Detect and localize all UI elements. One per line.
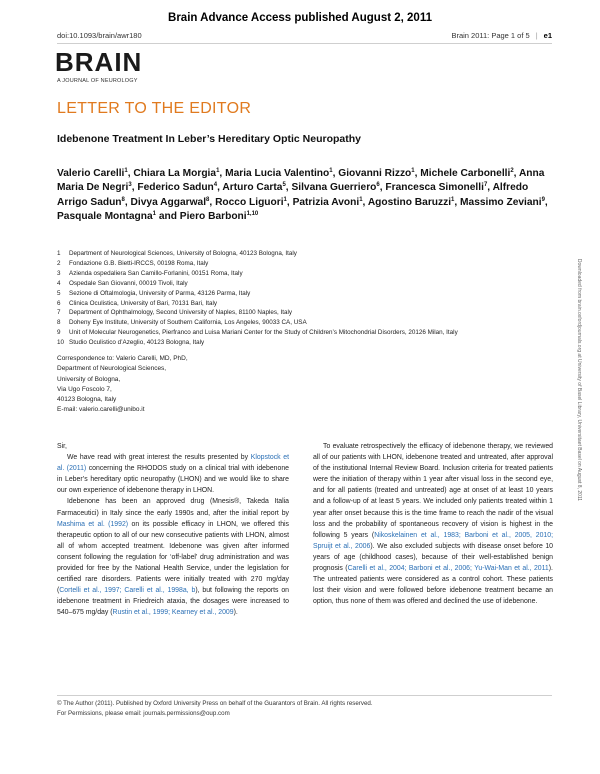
affiliation-text: Doheny Eye Institute, University of Southern California, Los Angeles, 90033 CA, USA: [69, 319, 307, 327]
author-name: Chiara La Morgia$^1$: [133, 168, 220, 179]
author-affiliation-mark: 1: [329, 168, 333, 174]
correspondence-line: 40123 Bologna, Italy: [57, 396, 117, 404]
correspondence-line: University of Bologna,: [57, 375, 121, 383]
affiliation-number: 7: [57, 309, 61, 317]
salutation: Sir,: [57, 443, 67, 450]
affiliation-text: Clinica Oculistica, University of Bari, 70131 Bari, Italy: [69, 299, 218, 307]
affiliation-text: Department of Ophthalmology, Second University of Naples, 81100 Naples, Italy: [69, 309, 293, 317]
affiliation-item: [57, 318, 567, 328]
author-affiliation-mark: 9: [541, 196, 545, 203]
citation-link[interactable]: Rustin et al., 1999; Kearney et al., 2009: [112, 609, 234, 617]
section-heading: LETTER TO THE EDITOR: [57, 100, 252, 117]
author-name: Maria Lucia Valentino$^1$: [225, 168, 333, 179]
author-affiliation-mark: 1: [283, 196, 287, 203]
author-name: Francesca Simonelli$^7$: [385, 182, 488, 194]
affiliation-number: 4: [57, 279, 61, 287]
author-list: Valerio Carelli$^1$, Chiara La Morgia$^1$, Maria Lucia Valentino$^1$, Giovanni Rizzo$^1$, Michele Carbonelli$^2$, Anna Maria De Negri$^3$, Federico Sadun$^4$, Arturo Carta$^5$, Silvana Guerriero$^6$, Francesca Simonelli$^7$, Alfredo Arrigo Sadun$^8$, Divya Aggarwal$^8$, Rocco Liguori$^1$, Patrizia Avoni$^1$, Agostino Baruzzi$^1$, Massimo Zeviani$^9$, Pasquale Montagna$^1$ and Piero Barboni$^{1,10}$: [57, 168, 548, 223]
author-name: Rocco Liguori$^1$: [215, 196, 287, 208]
author-name: Giovanni Rizzo$^1$: [338, 168, 415, 179]
paragraph: To evaluate retrospectively the efficacy of idebenone therapy, we reviewed all of our patients with LHON, idebenone treated and untreated, after approval of the institutional Internal Review Board. Inclusion criteria for treated patients were the initiation of therapy within 1 year after visual loss in the second eye, and for all patients (treated and untreated) age at onset of at least 10 years and a follow-up of at least 5 years. We included only patients treated within 1 year after onset because this is the time frame to reach the nadir of the visual loss and the probability of spontaneous recovery of vision is highest in the following 5 years (Nikoskelainen et al., 1983; Barboni et al., 2005, 2010; Spruijt et al., 2006). We also excluded subjects with disease onset before 10 years of age (childhood cases), because of their well-established benign prognosis (Carelli et al., 2004; Barboni et al., 2006; Yu-Wai-Man et al., 2011). The untreated patients were considered as a control cohort. These patients lost their vision and were followed before idebenone treatment became an option, thus none of them was offered and declined the use of idebenone.: [313, 443, 554, 606]
affiliation-text: Fondazione G.B. Bietti-IRCCS, 00198 Roma, Italy: [69, 259, 209, 267]
author-affiliation-mark: 1: [359, 196, 363, 203]
footer-divider: [57, 695, 552, 696]
body-column-left: [57, 441, 289, 619]
author-name: Patrizia Avoni$^1$: [292, 196, 363, 208]
author-affiliation-mark: 7: [483, 182, 488, 189]
author-affiliation-mark: 1: [216, 168, 220, 174]
citation-link[interactable]: Cortelli et al., 1997; Carelli et al., 1998a, b: [59, 587, 196, 595]
paragraph: We have read with great interest the results presented by Klopstock et al. (2011) concerning the RHODOS study on a clinical trial with idebenone in Leber’s hereditary optic neuropathy (LHON) and we would like to share our own experience of idebenone therapy in LHON.: [57, 454, 289, 495]
journal-logo: BRAIN: [55, 47, 143, 77]
affiliation-text: Azienda ospedaliera San Camillo-Forlanini, 00151 Roma, Italy: [69, 269, 243, 277]
author-affiliation-mark: 5: [282, 182, 286, 189]
author-name: Silvana Guerriero$^6$: [291, 182, 380, 194]
affiliation-item: [57, 328, 567, 338]
affiliation-number: 9: [57, 329, 61, 337]
author-affiliation-mark: 4: [213, 182, 218, 189]
author-affiliation-mark: 1: [152, 211, 157, 218]
correspondence-line: Via Ugo Foscolo 7,: [57, 385, 112, 393]
affiliation-number: 1: [57, 250, 61, 257]
author-affiliation-mark: 8: [206, 196, 210, 203]
affiliation-number: 2: [57, 259, 61, 267]
citation-link[interactable]: Carelli et al., 2004; Barboni et al., 2006; Yu-Wai-Man et al., 2011: [347, 565, 549, 573]
page-header: Brain 2011: Page 1 of 5 | e1: [451, 31, 552, 40]
affiliation-text: Unit of Molecular Neurogenetics, Pierfranco and Luisa Mariani Center for the Study of Children’s Mitochondrial Disorders, 20126 Milan, Italy: [69, 329, 458, 337]
author-affiliation-mark: 3: [128, 182, 132, 189]
affiliation-item: [57, 299, 567, 309]
copyright-note: © The Author (2011). Published by Oxford University Press on behalf of the Guarantors of Brain. All rights reserved.: [57, 700, 373, 707]
author-affiliation-mark: 1: [124, 168, 128, 174]
affiliation-number: 8: [57, 319, 61, 327]
author-name: Valerio Carelli$^1$: [57, 168, 128, 179]
citation-link[interactable]: Klopstock et al. (2011): [57, 454, 289, 473]
affiliation-number: 6: [57, 299, 61, 307]
page-info: Brain 2011: Page 1 of 5: [451, 31, 530, 40]
download-watermark: [576, 230, 587, 530]
affiliation-item: [57, 279, 567, 289]
affiliation-text: Studio Oculistico d’Azeglio, 40123 Bologna, Italy: [69, 339, 205, 347]
author-name: Michele Carbonelli$^2$: [420, 168, 514, 179]
author-affiliation-mark: 6: [376, 182, 380, 189]
correspondence-line: Correspondence to: Valerio Carelli, MD, PhD,: [57, 355, 188, 362]
doi-label: doi:10.1093/brain/awr180: [57, 31, 142, 40]
author-name: Anna Maria De Negri$^3$: [57, 168, 545, 194]
author-name: Federico Sadun$^4$: [137, 182, 218, 194]
paragraph: Idebenone has been an approved drug (Mnesis®, Takeda Italia Farmaceutici) in Italy since the early 1990s and, after the initial report by Mashima et al. (1992) on its possible efficacy in LHON, we offered this therapeutic option to all of our new consecutive patients with LHON, almost all of whom accepted treatment. Idebenone was given after informed consent following the regulation for ‘off-label’ drug administration and was provided for free by the National Health Service, under the legislation for certified rare disorders. Patients were initially treated with 270 mg/day (Cortelli et al., 1997; Carelli et al., 1998a, b), but following the reports on idebenone treatment in Friedreich ataxia, the dosages were increased to 540–675 mg/day (Rustin et al., 1999; Kearney et al., 2009).: [57, 498, 290, 617]
author-affiliation-mark: 1: [411, 168, 415, 174]
author-name: Alfredo Arrigo Sadun$^8$: [57, 182, 529, 208]
affiliation-item: [57, 308, 567, 318]
affiliation-item: [57, 289, 567, 299]
advance-access-banner: Brain Advance Access published August 2, 2011: [168, 12, 432, 24]
correspondence-block: [57, 354, 188, 416]
affiliation-text: Sezione di Oftalmologia, University of Parma, 43126 Parma, Italy: [69, 289, 251, 297]
permissions-note: For Permissions, please email: journals.permissions@oup.com: [57, 710, 230, 717]
download-note: Downloaded from brain.oxfordjournals.org at University of Basel Library, Universitaet Basel on August 8, 2011: [576, 258, 582, 502]
page-code: e1: [543, 31, 552, 40]
affiliation-item: [57, 338, 567, 348]
author-name: Agostino Baruzzi$^1$: [367, 196, 455, 208]
author-affiliation-mark: 1,10: [246, 211, 259, 218]
body-column-right: [313, 441, 553, 607]
author-name: Divya Aggarwal$^8$: [130, 196, 210, 208]
journal-subtitle: A JOURNAL OF NEUROLOGY: [57, 78, 138, 84]
citation-link[interactable]: Nikoskelainen et al., 1983; Barboni et al., 2005, 2010; Spruijt et al., 2006: [313, 531, 553, 550]
affiliation-item: [57, 259, 567, 269]
author-affiliation-mark: 2: [510, 168, 514, 174]
author-affiliation-mark: 8: [121, 196, 125, 203]
affiliation-item: [57, 249, 567, 259]
author-name: Piero Barboni$^{1,10}$: [179, 211, 259, 223]
affiliation-text: Department of Neurological Sciences, University of Bologna, 40123 Bologna, Italy: [69, 250, 297, 257]
author-name: Arturo Carta$^5$: [222, 182, 286, 194]
affiliation-number: 3: [57, 269, 61, 277]
article-title: Idebenone Treatment In Leber’s Hereditary Optic Neuropathy: [57, 133, 361, 145]
correspondence-line: Department of Neurological Sciences,: [57, 365, 167, 373]
affiliation-number: 10: [57, 339, 65, 347]
correspondence-email: E-mail: valerio.carelli@unibo.it: [57, 406, 145, 414]
footer: [57, 699, 373, 719]
author-name: Pasquale Montagna$^1$: [57, 211, 157, 223]
header-divider: [57, 43, 552, 44]
author-name: Massimo Zeviani$^9$: [460, 196, 545, 208]
author-affiliation-mark: 1: [451, 196, 455, 203]
citation-link[interactable]: Mashima et al. (1992): [57, 520, 129, 528]
affiliation-number: 5: [57, 289, 61, 297]
affiliation-text: Ospedale San Giovanni, 00019 Tivoli, Italy: [69, 279, 188, 287]
affiliation-item: [57, 269, 567, 279]
affiliation-list: [57, 249, 567, 348]
